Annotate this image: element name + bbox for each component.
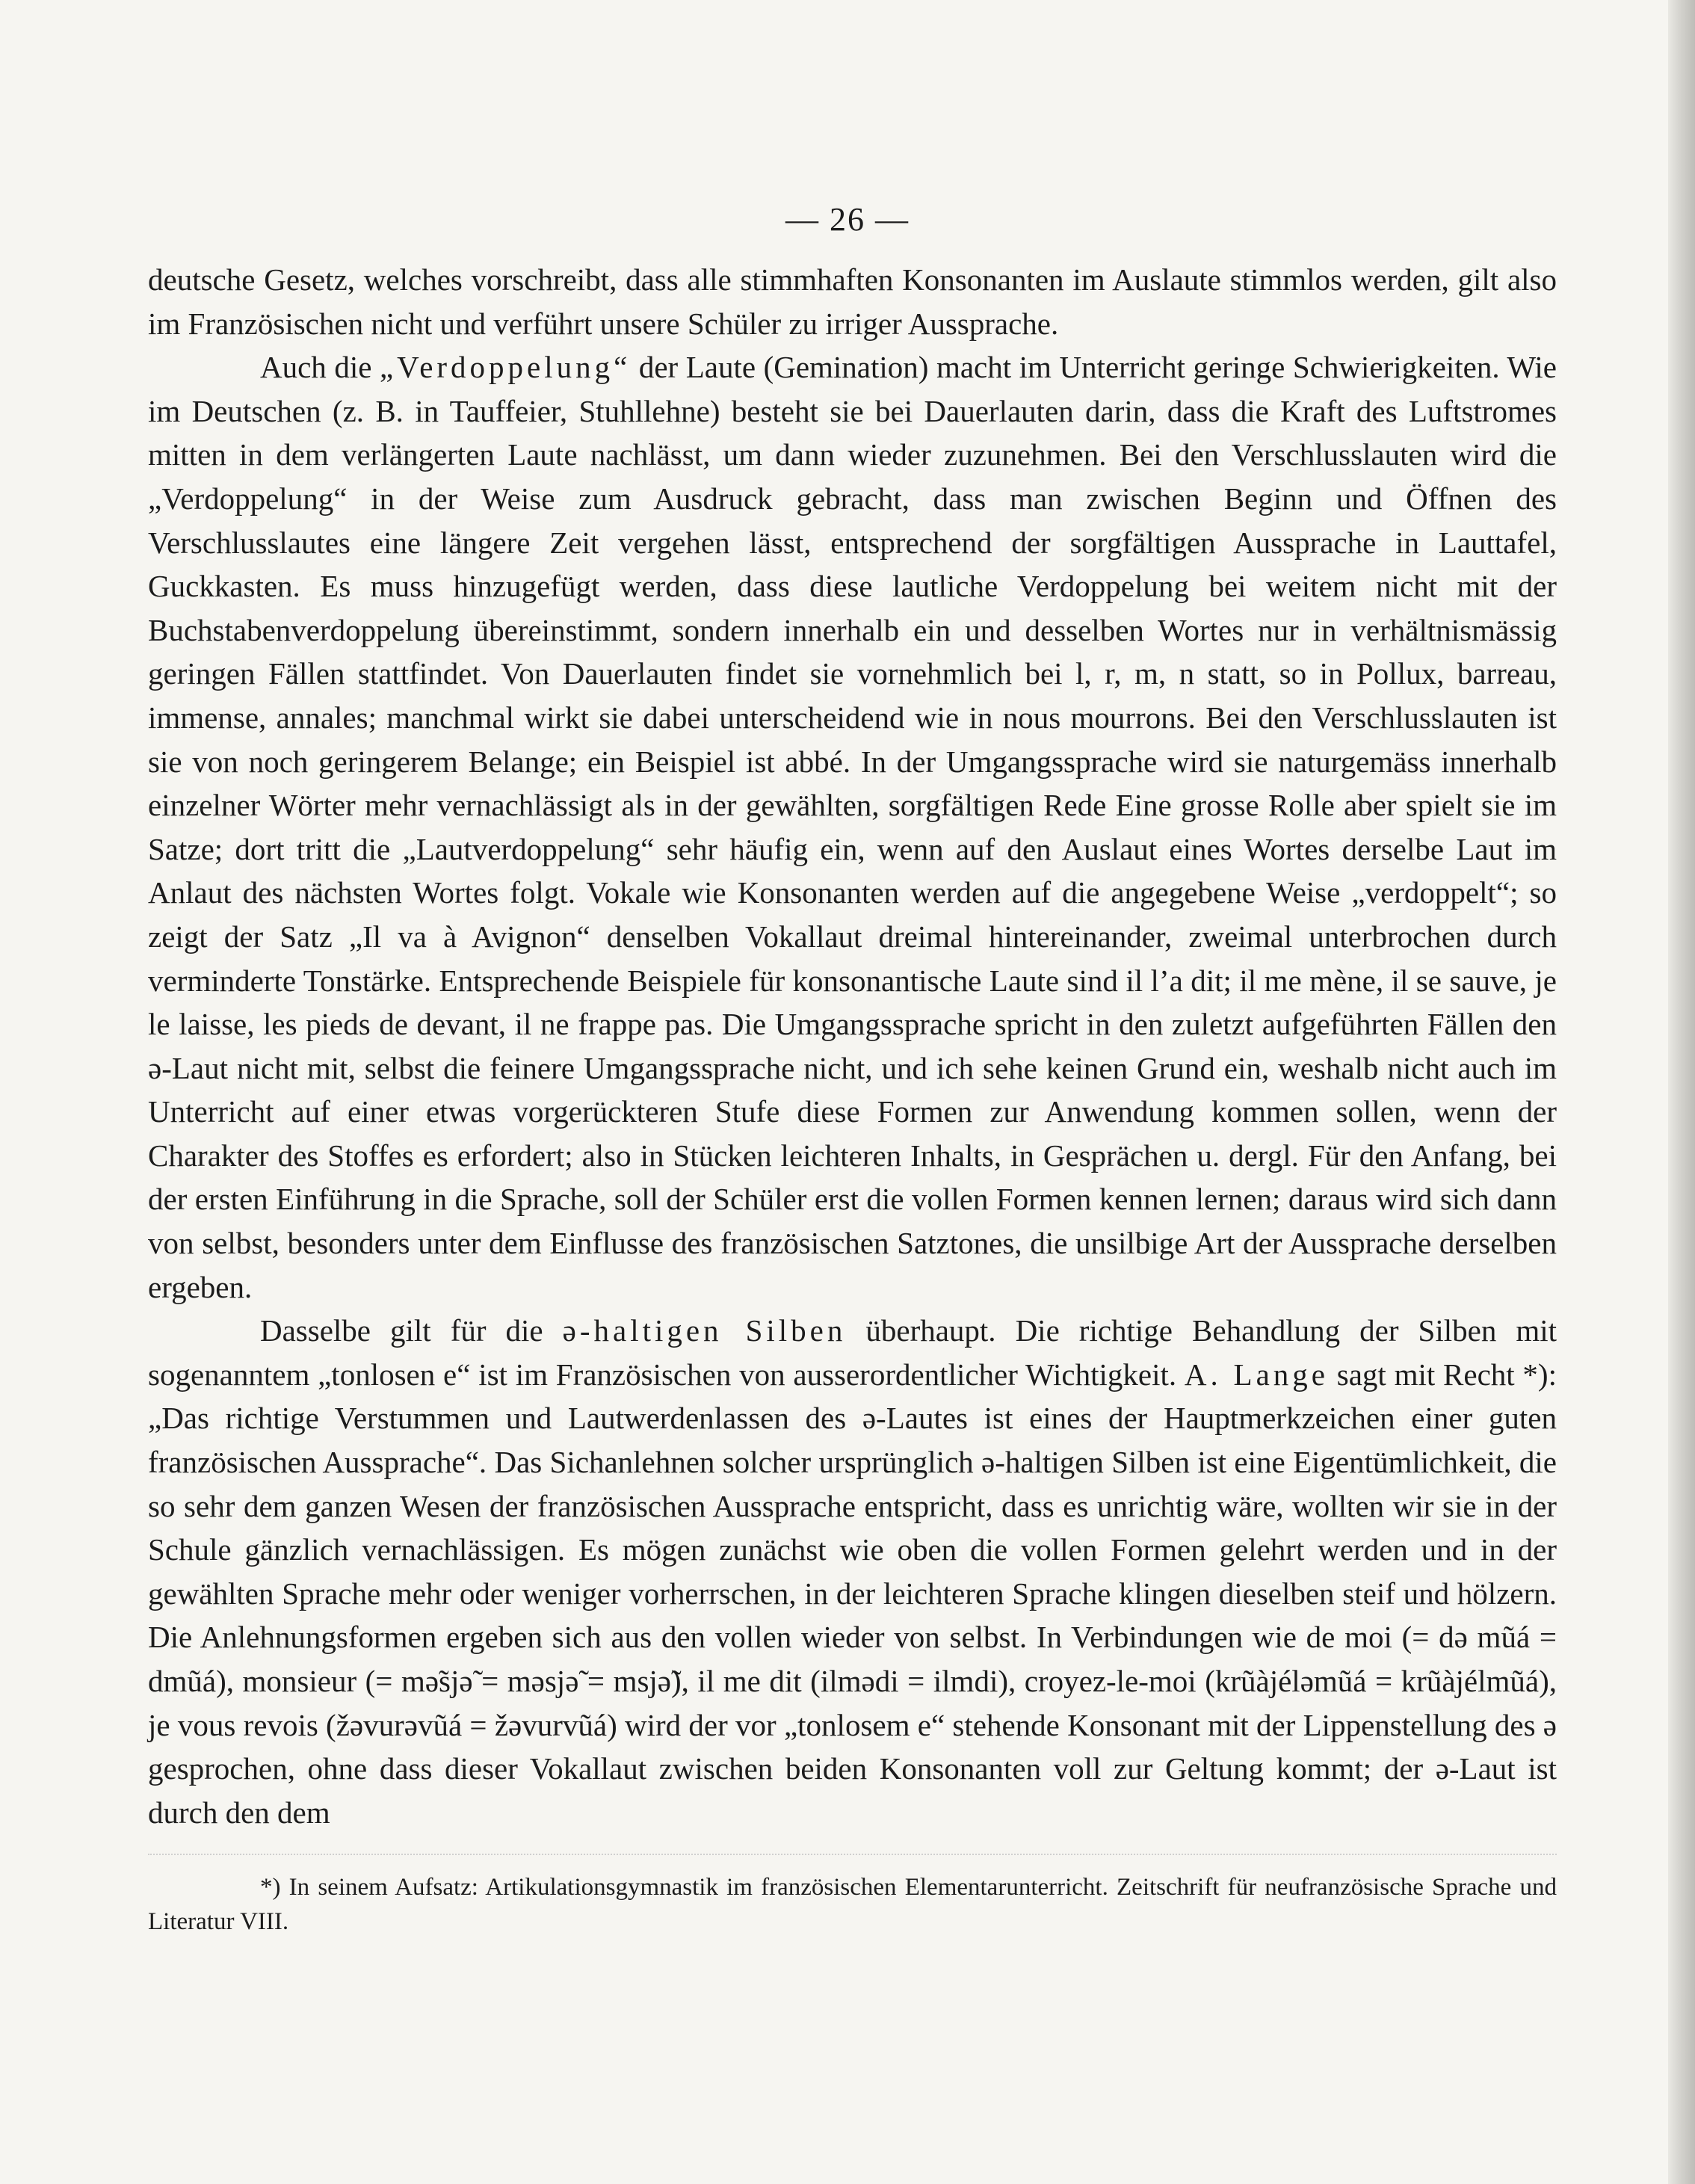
term-silben: ə-haltigen Silben (562, 1313, 847, 1348)
page-edge (1668, 0, 1695, 2184)
footnote-divider (148, 1854, 1557, 1855)
footnote: *) In seinem Aufsatz: Artikulationsgymnastik im französischen Elementarunterricht. Zeitschrift für neufranzösische Sprache und Literatur VIII. (148, 1874, 1557, 1935)
paragraph-3-intro: Dasselbe gilt für die (260, 1313, 563, 1348)
page-number: — 26 — (785, 201, 910, 238)
paragraph-3-middle: überhaupt. Die richtige Behandlung der Silben mit sogenanntem „tonlosen e“ ist im Französischen von ausserordentlicher Wichtigkeit. (148, 1313, 1557, 1392)
author-name: A. Lange (1184, 1357, 1329, 1392)
body-text (148, 258, 1557, 1834)
paragraph-1: deutsche Gesetz, welches vorschreibt, dass alle stimmhaften Konsonanten im Auslaute stimmlos werden, gilt also im Französischen nicht und verführt unsere Schüler zu irriger Aussprache. (148, 262, 1557, 341)
term-verdoppelung: „Verdoppelung“ (379, 350, 632, 385)
paragraph-2 (148, 345, 1557, 1309)
paragraph-2-body: der Laute (Gemination) macht im Unterricht geringe Schwierigkeiten. Wie im Deutschen (z. B. in Tauffeier, Stuhllehne) besteht sie bei Dauerlauten darin, dass die Kraft des Luftstromes mitten in dem verlängerten Laute nachlässt, um dann wieder zuzunehmen. Bei den Verschlusslauten wird die „Verdoppelung“ in der Weise zum Ausdruck gebracht, dass man zwischen Beginn und Öffnen des Verschlusslautes eine längere Zeit vergehen lässt, entsprechend der sorgfältigen Aussprache in Lauttafel, Guckkasten. Es muss hinzugefügt werden, dass diese lautliche Verdoppelung bei weitem nicht mit der Buchstabenverdoppelung übereinstimmt, sondern innerhalb ein und desselben Wortes nur in verhältnismässig geringen Fällen stattfindet. Von Dauerlauten findet sie vornehmlich bei l, r, m, n statt, so in Pollux, barreau, immense, annales; manchmal wirkt sie dabei unterscheidend wie in nous mourrons. Bei den Verschlusslauten ist sie von noch geringerem Belange; ein Beispiel ist abbé. In der Umgangssprache wird sie naturgemäss innerhalb einzelner Wörter mehr vernachlässigt als in der gewählten, sorgfältigen Rede Eine grosse Rolle aber spielt sie im Satze; dort tritt die „Lautverdoppelung“ sehr häufig ein, wenn auf den Auslaut eines Wortes derselbe Laut im Anlaut des nächsten Wortes folgt. Vokale wie Konsonanten werden auf die angegebene Weise „verdoppelt“; so zeigt der Satz „Il va à Avignon“ denselben Vokallaut dreimal hintereinander, zweimal unterbrochen durch verminderte Tonstärke. Entsprechende Beispiele für konsonantische Laute sind il l’a dit; il me mène, il se sauve, je le laisse, les pieds de devant, il ne frappe pas. Die Umgangssprache spricht in den zuletzt aufgeführten Fällen den ə-Laut nicht mit, selbst die feinere Umgangssprache nicht, und ich sehe keinen Grund ein, weshalb nicht auch im Unterricht auf einer etwas vorgerückteren Stufe diese Formen zur Anwendung kommen sollen, wenn der Charakter des Stoffes es erfordert; also in Stücken leichteren Inhalts, in Gesprächen u. dergl. Für den Anfang, bei der ersten Einführung in die Sprache, soll der Schüler erst die vollen Formen kennen lernen; daraus wird sich dann von selbst, besonders unter dem Einflusse des französischen Satztones, die unsilbige Art der Aussprache derselben ergeben. (148, 350, 1557, 1304)
paragraph-3-body: sagt mit Recht *): „Das richtige Verstummen und Lautwerdenlassen des ə-Lautes ist eines der Hauptmerkzeichen einer guten französischen Aussprache“. Das Sichanlehnen solcher ursprünglich ə-haltigen Silben ist eine Eigentümlichkeit, die so sehr dem ganzen Wesen der französischen Aussprache entspricht, dass es unrichtig wäre, wollten wir sie in der Schule gänzlich vernachlässigen. Es mögen zunächst wie oben die vollen Formen gelehrt werden und in der gewählten Sprache mehr oder weniger vorherrschen, in der leichteren Sprache klingen dieselben steif und hölzern. Die Anlehnungsformen ergeben sich aus den vollen wieder von selbst. In Verbindungen wie de moi (= də mũá = dmũá), monsieur (= mə̃sjə̃ = məsjə̃ = msjə̃), il me dit (ilmədi = ilmdi), croyez-le-moi (krũàjéləmũá = krũàjélmũá), je vous revois (žəvurəvũá = žəvurvũá) wird der vor „tonlosem e“ stehende Konsonant mit der Lippenstellung des ə gesprochen, ohne dass dieser Vokallaut zwischen beiden Konsonanten voll zur Geltung kommt; der ə-Laut ist durch den dem (148, 1357, 1557, 1830)
paragraph-2-intro: Auch die (260, 350, 380, 385)
paragraph-3 (148, 1309, 1557, 1834)
